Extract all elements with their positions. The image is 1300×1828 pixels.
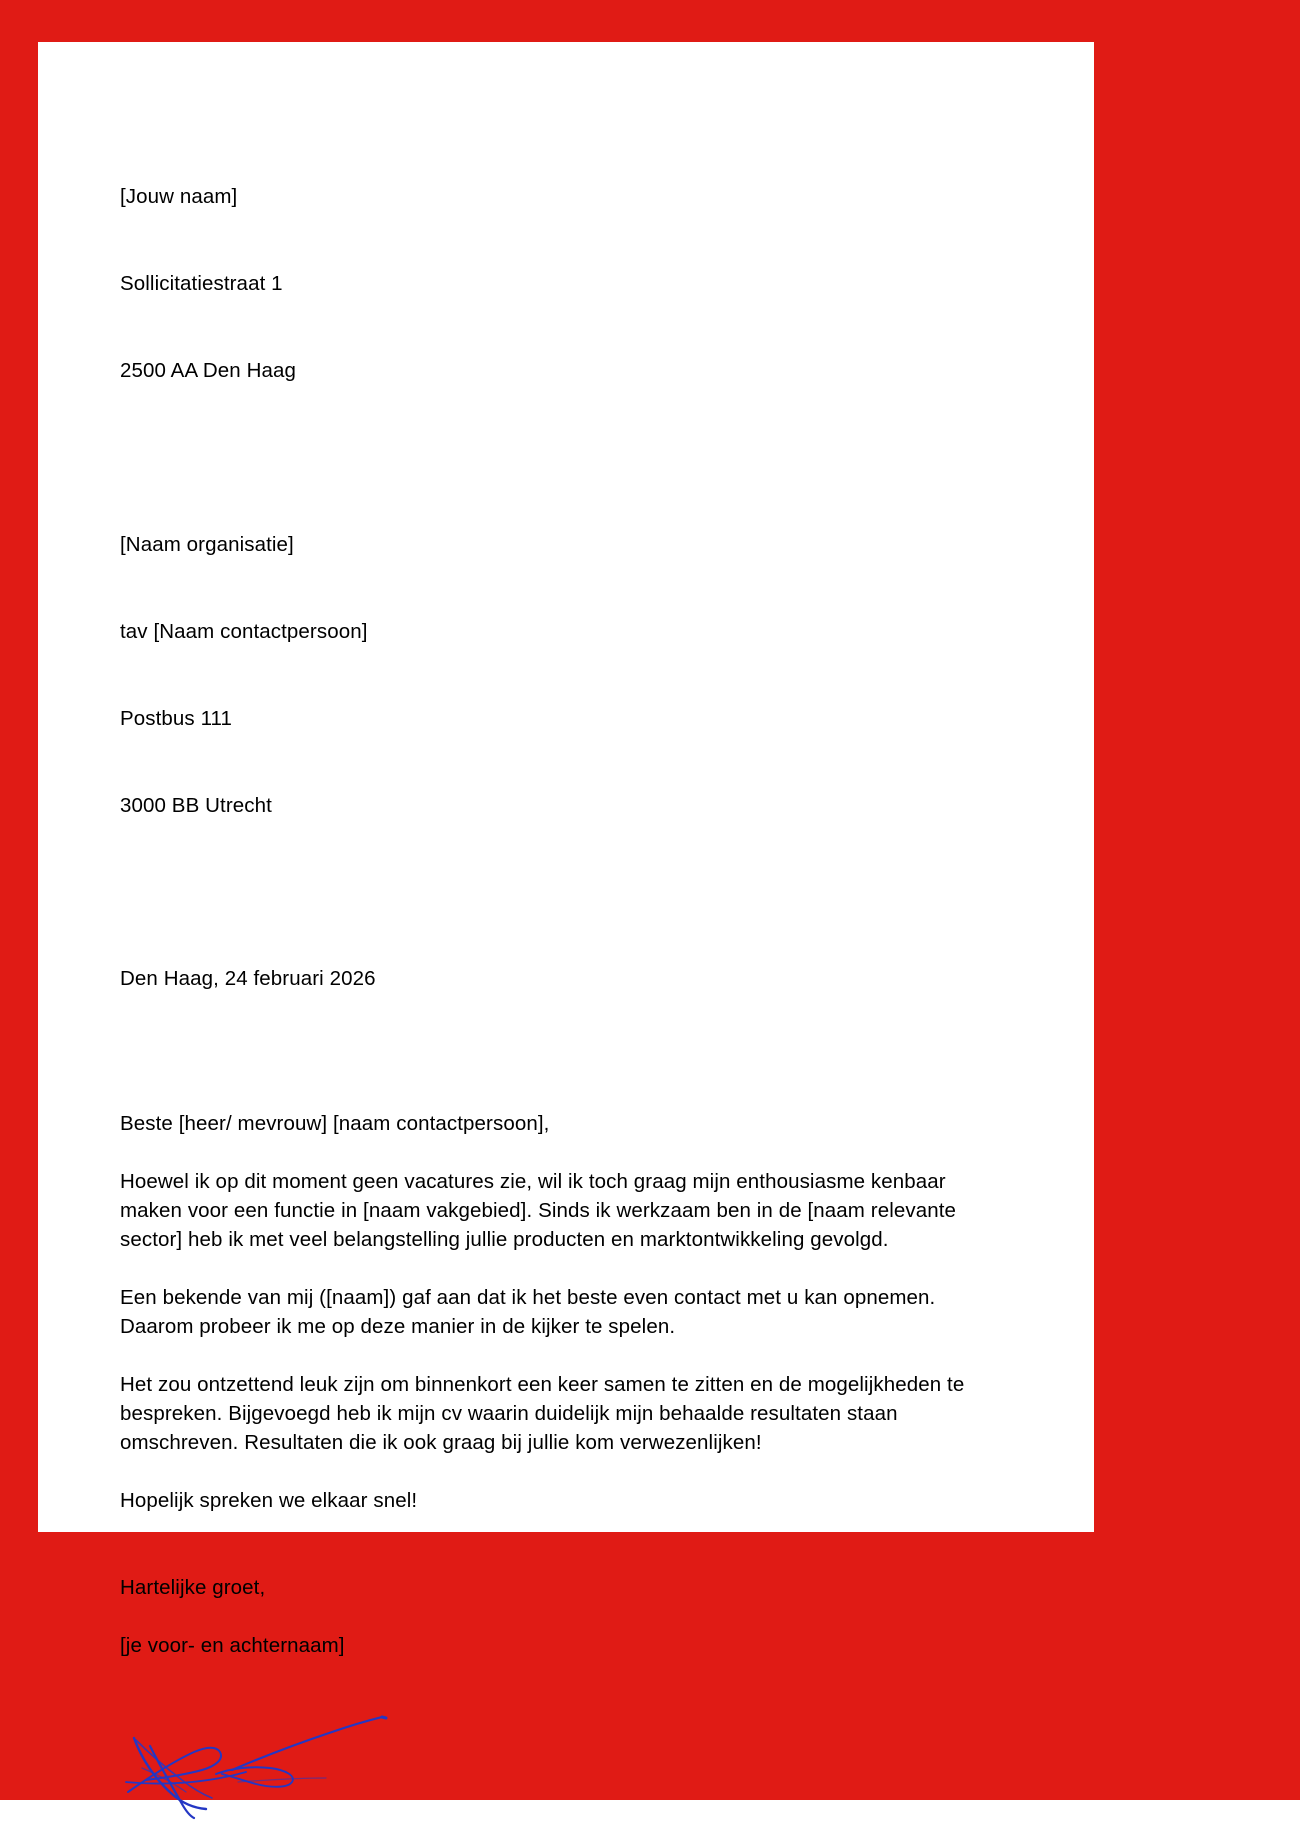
signature-area xyxy=(120,1708,440,1828)
letter-sheet xyxy=(38,42,1094,1657)
sender-address-line: Sollicitatiestraat 1 xyxy=(120,272,283,295)
date-line: Den Haag, 24 februari 2026 xyxy=(120,967,376,990)
letter-content xyxy=(120,124,1010,1828)
recipient-address-line: 3000 BB Utrecht xyxy=(120,794,272,817)
spacer xyxy=(120,878,1010,964)
recipient-address-block xyxy=(120,472,1010,878)
handwritten-signature-icon xyxy=(120,1708,440,1828)
signature-name-placeholder: [je voor- en achternaam] xyxy=(120,1634,345,1657)
recipient-address-line: [Naam organisatie] xyxy=(120,533,294,556)
sender-address-block xyxy=(120,124,1010,443)
spacer xyxy=(120,1138,1010,1167)
sender-address-line: 2500 AA Den Haag xyxy=(120,359,296,382)
closing-greeting: Hartelijke groet, xyxy=(120,1576,266,1599)
spacer xyxy=(120,993,1010,1109)
spacer xyxy=(120,443,1010,472)
salutation: Beste [heer/ mevrouw] [naam contactpersoon], xyxy=(120,1112,550,1135)
recipient-address-line: Postbus 111 xyxy=(120,707,233,730)
body-paragraph: Een bekende van mij ([naam]) gaf aan dat ik het beste even contact met u kan opnemen. Daarom probeer ik me op deze manier in de kijker te spelen. xyxy=(120,1286,942,1338)
recipient-address-line: tav [Naam contactpersoon] xyxy=(120,620,368,643)
spacer xyxy=(120,1602,1010,1631)
sender-address-line: [Jouw naam] xyxy=(120,185,238,208)
body-paragraph: Hoewel ik op dit moment geen vacatures zie, wil ik toch graag mijn enthousiasme kenbaar maken voor een functie in [naam vakgebied]. Sinds ik werkzaam ben in de [naam relevante sector] heb ik met veel belangstelling jullie producten en marktontwikkeling gevolgd. xyxy=(120,1170,962,1251)
spacer xyxy=(120,1515,1010,1573)
body-paragraph: Hopelijk spreken we elkaar snel! xyxy=(120,1489,418,1512)
body-paragraph: Het zou ontzettend leuk zijn om binnenkort een keer samen te zitten en de mogelijkheden te bespreken. Bijgevoegd heb ik mijn cv waarin duidelijk mijn behaalde resultaten staan omschreven. Resultaten die ik ook graag bij jullie kom verwezenlijken! xyxy=(120,1373,971,1454)
